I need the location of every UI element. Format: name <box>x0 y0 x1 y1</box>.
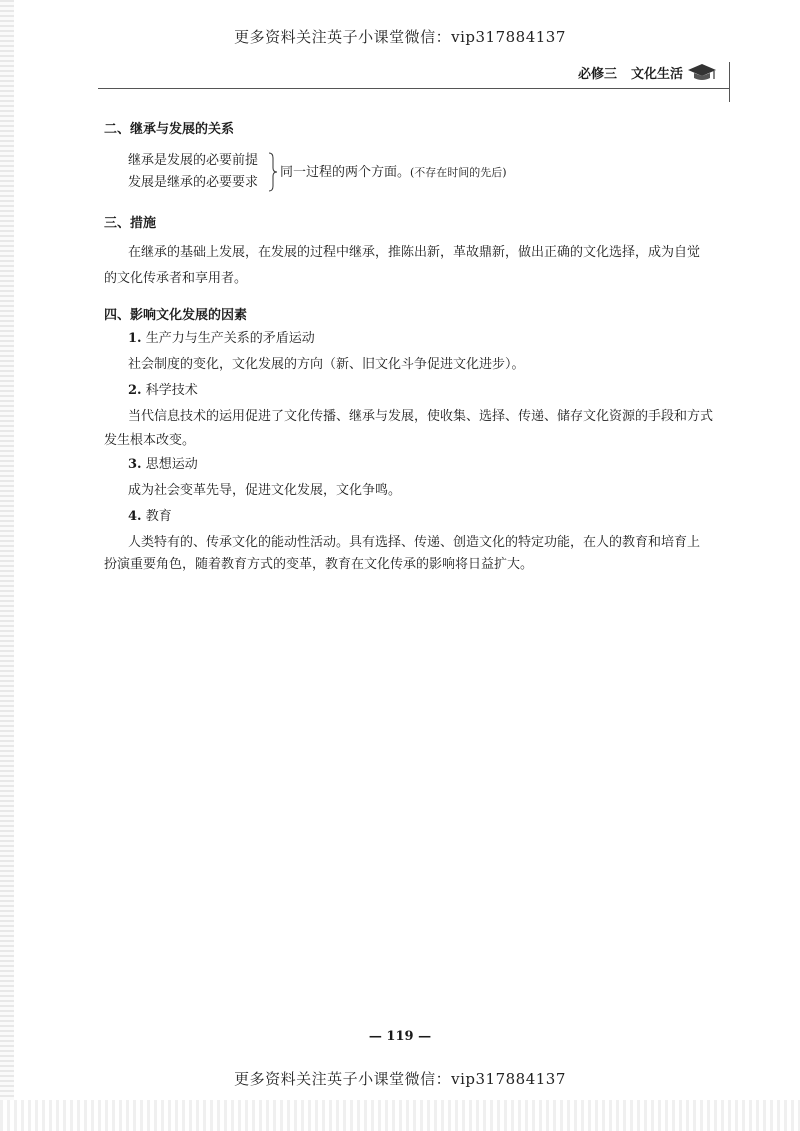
item-line: 社会制度的变化，文化发展的方向（新、旧文化斗争促进文化进步）。 <box>128 357 525 372</box>
section-heading-2: 二、继承与发展的关系 <box>104 122 235 137</box>
item-title-2: 2. 科学技术 <box>128 383 198 398</box>
item-title-3: 3. 思想运动 <box>128 457 198 472</box>
brace-line-1: 继承是发展的必要前提 <box>128 153 259 168</box>
brace-line-2: 发展是继承的必要要求 <box>128 175 259 190</box>
brace-group <box>128 150 507 194</box>
scan-noise-bottom <box>0 1100 800 1131</box>
section-heading-4: 四、影响文化发展的因素 <box>104 308 248 323</box>
section-heading-3: 三、措施 <box>104 216 157 231</box>
item-line: 人类特有的、传承文化的能动性活动。具有选择、传递、创造文化的特定功能，在人的教育和培育上 <box>128 535 701 550</box>
paragraph-line: 的文化传承者和享用者。 <box>104 271 248 286</box>
volume-label: 必修三 <box>578 66 618 82</box>
watermark-bottom: 更多资料关注英子小课堂微信：vip317884137 <box>234 1070 566 1088</box>
page-number: — 119 — <box>368 1029 432 1044</box>
scan-noise-left <box>0 0 14 1131</box>
graduation-cap-icon <box>687 62 717 82</box>
subject-label: 文化生活 <box>631 66 684 82</box>
item-line: 扮演重要角色，随着教育方式的变革，教育在文化传承的影响将日益扩大。 <box>104 557 534 572</box>
brace-note: 同一过程的两个方面。 <box>280 165 411 180</box>
item-line: 成为社会变革先导，促进文化发展，文化争鸣。 <box>128 483 402 498</box>
paragraph-line: 在继承的基础上发展，在发展的过程中继承，推陈出新，革故鼎新，做出正确的文化选择，成为自觉 <box>128 245 701 260</box>
right-brace-icon <box>268 152 278 192</box>
watermark-top: 更多资料关注英子小课堂微信：vip317884137 <box>234 28 566 46</box>
item-line: 当代信息技术的运用促进了文化传播、继承与发展，使收集、选择、传递、储存文化资源的手段和方式 <box>128 409 714 424</box>
item-title-1: 1. 生产力与生产关系的矛盾运动 <box>128 331 315 346</box>
brace-note-small: (不存在时间的先后) <box>410 166 507 179</box>
running-header <box>578 62 717 82</box>
header-rule <box>98 88 730 89</box>
item-line: 发生根本改变。 <box>104 433 196 448</box>
header-side-rule <box>729 62 730 102</box>
item-title-4: 4. 教育 <box>128 509 172 524</box>
